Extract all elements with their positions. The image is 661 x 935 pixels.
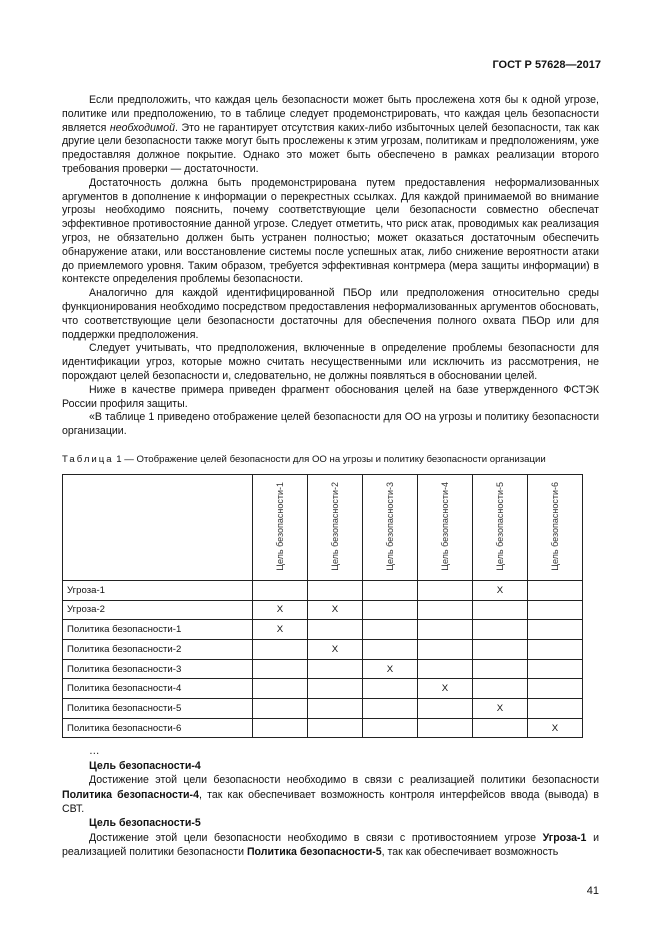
table-row <box>63 580 583 600</box>
table-cell <box>473 620 528 640</box>
table-row <box>63 679 583 699</box>
column-header-text: Цель безопасности-2 <box>329 481 340 571</box>
table-cell <box>473 679 528 699</box>
text: и реализацией политики безопасности <box>62 831 599 859</box>
table-cell <box>308 699 363 719</box>
table-cell: X <box>473 580 528 600</box>
body-text <box>62 94 599 439</box>
table-cell <box>418 600 473 620</box>
table-caption <box>62 453 599 466</box>
row-label: Политика безопасности-3 <box>63 659 253 679</box>
table-cell <box>473 718 528 738</box>
paragraph <box>62 831 599 860</box>
table-cell: X <box>418 679 473 699</box>
table-cell <box>308 679 363 699</box>
table-cell <box>528 659 583 679</box>
column-header-text: Цель безопасности-1 <box>274 481 285 571</box>
table-cell <box>363 699 418 719</box>
paragraph <box>62 773 599 816</box>
table-row <box>63 639 583 659</box>
row-label: Политика безопасности-4 <box>63 679 253 699</box>
table-cell <box>308 620 363 640</box>
page-number: 41 <box>586 884 599 897</box>
paragraph: Ниже в качестве примера приведен фрагмент обоснования целей на базе утвержденного ФСТЭК России профиля защиты. <box>62 383 599 410</box>
text: , так как обеспечивает возможность контроля интерфейсов ввода (вывода) в СВТ. <box>62 788 599 816</box>
table-cell <box>528 600 583 620</box>
column-header-text: Цель безопасности-3 <box>384 481 395 571</box>
bold-text: Политика безопасности-4 <box>62 788 199 801</box>
column-header <box>418 474 473 580</box>
column-header-text: Цель безопасности-6 <box>549 481 560 571</box>
ellipsis: … <box>89 745 100 758</box>
column-header <box>363 474 418 580</box>
table-row <box>63 718 583 738</box>
table-cell <box>253 639 308 659</box>
table-cell <box>308 659 363 679</box>
table-cell <box>363 639 418 659</box>
paragraph <box>62 94 599 177</box>
table-row <box>63 659 583 679</box>
table-cell <box>363 620 418 640</box>
table-cell <box>253 580 308 600</box>
table-row <box>63 699 583 719</box>
column-header-text: Цель безопасности-4 <box>439 481 450 571</box>
table-cell <box>418 659 473 679</box>
italic-text: необходимой <box>109 121 175 134</box>
table-cell <box>528 620 583 640</box>
column-header <box>528 474 583 580</box>
column-header-text: Цель безопасности-5 <box>494 481 505 571</box>
row-label: Угроза-2 <box>63 600 253 620</box>
text: Если предположить, что каждая цель безопасности может быть прослежена хотя бы к одной угрозе, политике или предположению, то в таблице следует продемонстрировать, что каждая цель безопасности является <box>62 94 599 134</box>
table-cell <box>253 659 308 679</box>
text: . Это не гарантирует отсутствия каких-либо избыточных целей безопасности, так как другие цели безопасности также могут быть прослежены к этим угрозам, политикам и предположениям, уже предоставляя должное покрытие. Однако это может быть обеспечено в рамках реализации второго требования проверки — достаточности. <box>62 121 599 175</box>
section-heading <box>62 759 599 773</box>
table-cell: X <box>363 659 418 679</box>
paragraph: «В таблице 1 приведено отображение целей безопасности для ОО на угрозы и политику безопасности организации. <box>62 411 599 438</box>
header-row <box>63 474 583 580</box>
mapping-table <box>62 474 583 739</box>
caption-text: 1 — Отображение целей безопасности для ОО на угрозы и политику безопасности организации <box>113 453 546 465</box>
table-row <box>63 600 583 620</box>
table-cell: X <box>308 600 363 620</box>
standard-header: ГОСТ Р 57628—2017 <box>492 59 601 71</box>
table-cell <box>363 679 418 699</box>
corner-cell <box>63 474 253 580</box>
table-cell: X <box>528 718 583 738</box>
column-header <box>253 474 308 580</box>
heading-text: Цель безопасности-4 <box>89 759 201 772</box>
paragraph: Аналогично для каждой идентифицированной ПБОр или предположения относительно среды функционирования необходимо посредством предоставления неформализованных аргументов обосновать, что соответствующие цели безопасности достаточны для обеспечения полного охвата ПБОр или для поддержки предположения. <box>62 287 599 341</box>
table-cell: X <box>253 600 308 620</box>
body-text-2 <box>62 744 599 859</box>
row-label: Угроза-1 <box>63 580 253 600</box>
table-cell <box>473 600 528 620</box>
table-cell <box>363 580 418 600</box>
table-row <box>63 620 583 640</box>
table-cell <box>308 580 363 600</box>
table-cell <box>308 718 363 738</box>
table-cell: X <box>253 620 308 640</box>
row-label: Политика безопасности-6 <box>63 718 253 738</box>
column-header <box>308 474 363 580</box>
table-cell <box>418 699 473 719</box>
table-cell: X <box>308 639 363 659</box>
table-cell <box>528 580 583 600</box>
text: , так как обеспечивает возможность <box>381 846 559 859</box>
heading-text: Цель безопасности-5 <box>89 817 201 830</box>
row-label: Политика безопасности-1 <box>63 620 253 640</box>
table-cell <box>418 580 473 600</box>
bold-text: Политика безопасности-5 <box>246 846 382 859</box>
row-label: Политика безопасности-2 <box>63 639 253 659</box>
bold-text: Угроза-1 <box>542 831 587 844</box>
table-cell <box>528 699 583 719</box>
table-cell <box>363 600 418 620</box>
table-cell <box>418 639 473 659</box>
text: Достижение этой цели безопасности необходимо в связи с реализацией политики безопасности <box>89 774 599 787</box>
column-header <box>473 474 528 580</box>
table-cell <box>473 659 528 679</box>
table-cell <box>528 679 583 699</box>
caption-label: Таблица <box>62 453 114 465</box>
table-cell <box>253 679 308 699</box>
table-cell: X <box>473 699 528 719</box>
table-cell <box>418 620 473 640</box>
section-heading <box>62 816 599 830</box>
table-cell <box>418 718 473 738</box>
paragraph: Следует учитывать, что предположения, включенные в определение проблемы безопасности для идентификации угроз, которые можно считать несущественными или исключить из рассмотрения, не порождают целей безопасности и, следовательно, не должны появляться в обосновании целей. <box>62 342 599 382</box>
paragraph: Достаточность должна быть продемонстрирована путем предоставления неформализованных аргументов в дополнение к информации о перекрестных ссылках. Для каждой принимаемой во внимание угрозы необходимо пояснить, почему соответствующие цели безопасности совместно обеспечат эффективное противостояние данной угрозе. Следует отметить, что риск атак, проводимых как реализация угроз, не обязательно должен быть устранен полностью; может оказаться достаточным обеспечить обнаружение атаки, или восстановление системы после успешных атак, либо снижение вероятности атаки до приемлемого уровня. Таким образом, требуется эффективная контрмера (мера защиты информации) в контексте определения проблемы безопасности. <box>62 176 599 286</box>
text: Достижение этой цели безопасности необходимо в связи с противостоянием угрозе <box>89 831 543 844</box>
table-cell <box>253 699 308 719</box>
row-label: Политика безопасности-5 <box>63 699 253 719</box>
table-cell <box>473 639 528 659</box>
table-cell <box>253 718 308 738</box>
table-cell <box>363 718 418 738</box>
table-cell <box>528 639 583 659</box>
